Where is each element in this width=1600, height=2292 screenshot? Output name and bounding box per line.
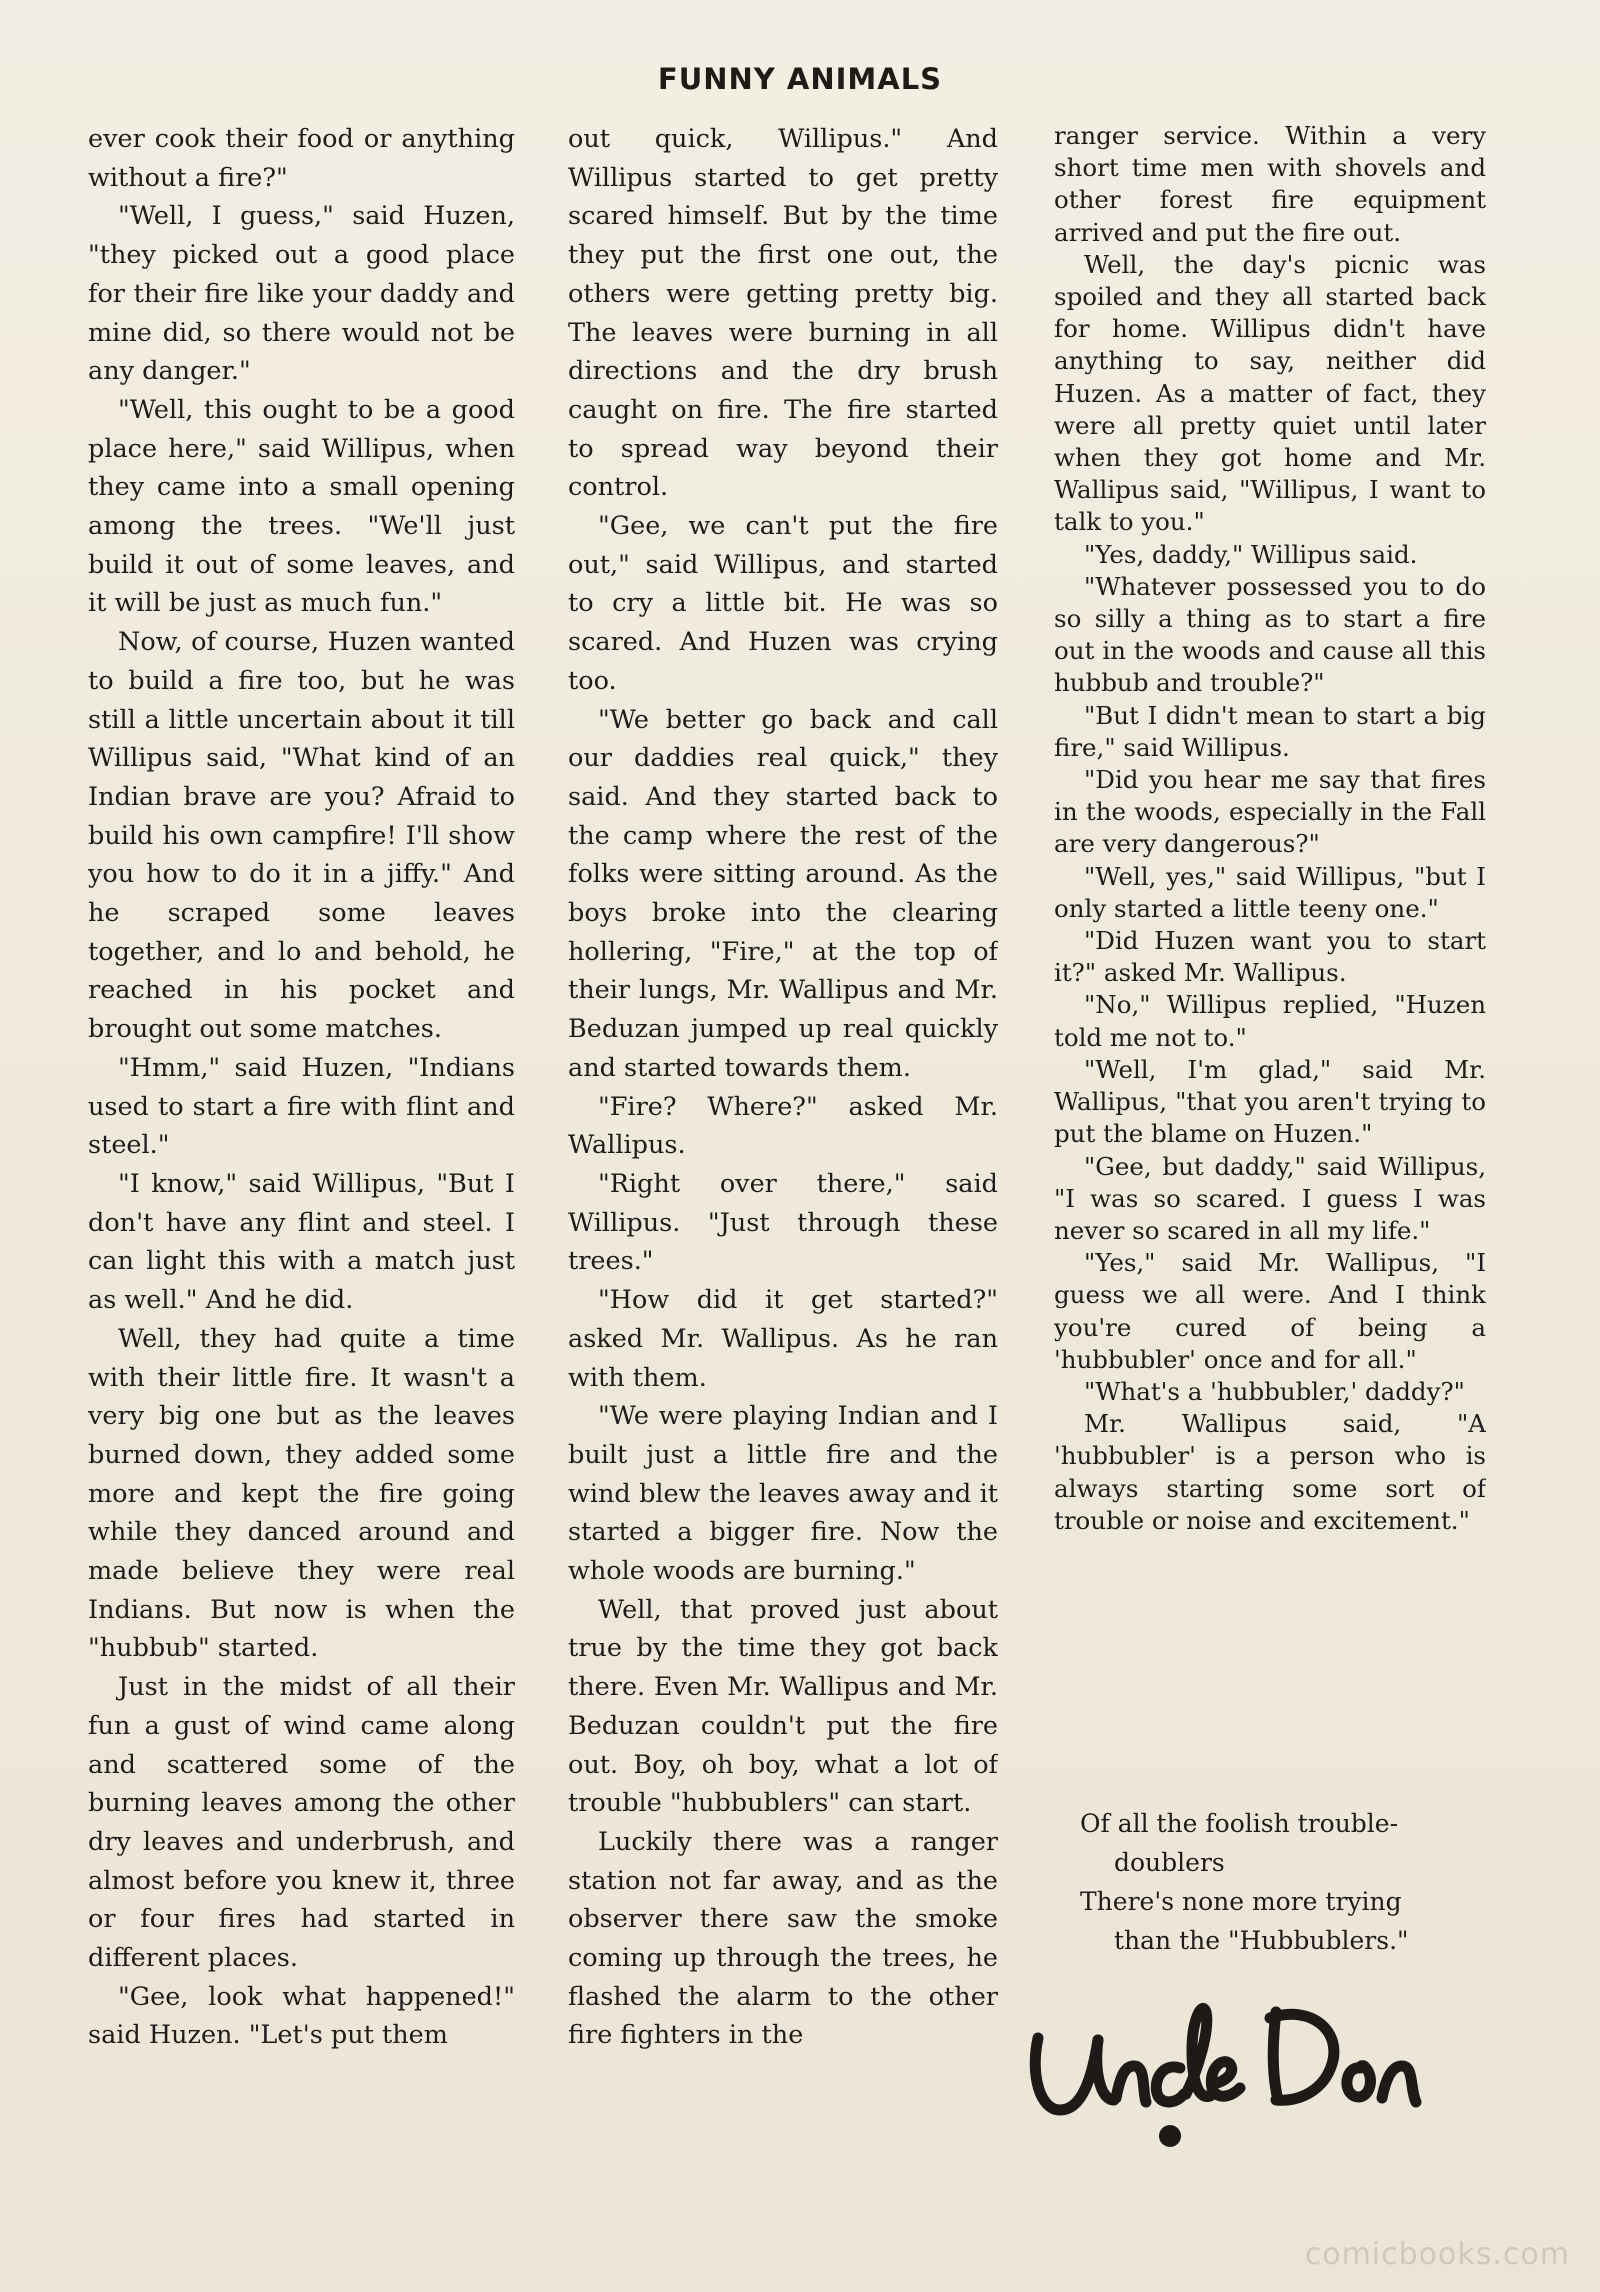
paragraph: Mr. Wallipus said, "A 'hubbubler' is a person who is always starting some sort of trouble or noise and excitement.": [1054, 1409, 1486, 1535]
watermark-text: comicbooks.com: [1304, 2237, 1570, 2272]
paragraph: Well, they had quite a time with their little fire. It wasn't a very big one but as the leaves burned down, they added some more and kept the fire going while they danced around and made believe they were real Indians. But now is when the "hubbub" started.: [88, 1323, 515, 1664]
paragraph: "Whatever possessed you to do so silly a thing as to start a fire out in the woods and cause all this hubbub and trouble?": [1054, 571, 1486, 698]
page-header-title: FUNNY ANIMALS: [657, 62, 943, 96]
paragraph: "Well, this ought to be a good place here," said Willipus, when they came into a small opening among the trees. "We'll just build it out of some leaves, and it will be just as much fun.": [88, 394, 515, 619]
paragraph: Well, that proved just about true by the time they got back there. Even Mr. Wallipus and Mr. Beduzan couldn't put the fire out. Boy, oh boy, what a lot of trouble "hubbublers" can start.: [568, 1594, 998, 1819]
paragraph: "Right over there," said Willipus. "Just through these trees.": [568, 1168, 998, 1277]
closing-verse: [1080, 1804, 1500, 1960]
paragraph: "Well, yes," said Willipus, "but I only started a little teeny one.": [1054, 861, 1486, 923]
paragraph: "No," Willipus replied, "Huzen told me not to.": [1054, 990, 1486, 1052]
paragraph: Just in the midst of all their fun a gust of wind came along and scattered some of the burning leaves among the other dry leaves and underbrush, and almost before you knew it, three or four fires had started in different places.: [88, 1672, 515, 1974]
paragraph: "Did you hear me say that fires in the woods, especially in the Fall are very dangerous?": [1054, 765, 1486, 859]
paragraph: "What's a 'hubbubler,' daddy?": [1084, 1376, 1465, 1406]
paragraph: "Yes," said Mr. Wallipus, "I guess we all were. And I think you're cured of being a 'hubbubler' once and for all.": [1054, 1248, 1486, 1374]
paragraph: "Gee, we can't put the fire out," said Willipus, and started to cry a little bit. He was so scared. And Huzen was crying too.: [568, 511, 998, 696]
paragraph: "Fire? Where?" asked Mr. Wallipus.: [568, 1091, 998, 1161]
paragraph: "We were playing Indian and I built just a little fire and the wind blew the leaves away and it started a bigger fire. Now the whole woods are burning.": [568, 1401, 998, 1587]
paragraph: Now, of course, Huzen wanted to build a fire too, but he was still a little uncertain about it till Willipus said, "What kind of an Indian brave are you? Afraid to build his own campfire! I'll show you how to do it in a jiffy." And he scraped some leaves together, and lo and behold, he reached in his pocket and brought out some matches.: [88, 627, 515, 1045]
text-column-1: [88, 120, 515, 2190]
paragraph: "Yes, daddy," Willipus said.: [1084, 539, 1418, 569]
paragraph: "How did it get started?" asked Mr. Wallipus. As he ran with them.: [568, 1285, 998, 1393]
paragraph: "Gee, but daddy," said Willipus, "I was so scared. I guess I was never so scared in all my life.": [1054, 1151, 1486, 1245]
paragraph: "I know," said Willipus, "But I don't have any flint and steel. I can light this with a match just as well." And he did.: [88, 1168, 515, 1316]
paragraph: "Gee, look what happened!" said Huzen. "Let's put them: [88, 1981, 515, 2051]
paragraph: Luckily there was a ranger station not far away, and as the observer there saw the smoke coming up through the trees, he flashed the alarm to the other fire fighters in the: [568, 1826, 998, 2051]
paragraph: "But I didn't mean to start a big fire," said Willipus.: [1054, 700, 1486, 762]
text-column-2: [568, 120, 998, 2190]
verse-line: Of all the foolish trouble-: [1080, 1809, 1399, 1838]
paragraph: ranger service. Within a very short time men with shovels and other forest fire equipment arrived and put the fire out.: [1054, 121, 1486, 247]
verse-line: There's none more trying: [1080, 1887, 1402, 1916]
paragraph: "Well, I guess," said Huzen, "they picked out a good place for their fire like your daddy and mine did, so there would not be any danger.": [88, 201, 515, 387]
paragraph: "Did Huzen want you to start it?" asked Mr. Wallipus.: [1054, 926, 1486, 988]
paragraph: "Hmm," said Huzen, "Indians used to start a fire with flint and steel.": [88, 1052, 515, 1161]
paragraph: "We better go back and call our daddies real quick," they said. And they started back to the camp where the rest of the folks were sitting around. As the boys broke into the clearing hollering, "Fire," at the top of their lungs, Mr. Wallipus and Mr. Beduzan jumped up real quickly and started towards them.: [568, 704, 998, 1083]
verse-line: doublers: [1114, 1848, 1225, 1877]
handwritten-signature: [1020, 1960, 1460, 2160]
paragraph: "Well, I'm glad," said Mr. Wallipus, "that you aren't trying to put the blame on Huzen.": [1054, 1054, 1486, 1149]
paragraph: Well, the day's picnic was spoiled and they all started back for home. Willipus didn't have anything to say, neither did Huzen. As a matter of fact, they were all pretty quiet until later when they got home and Mr. Wallipus said, "Willipus, I want to talk to you.": [1054, 249, 1486, 537]
verse-line: than the "Hubbublers.": [1114, 1926, 1409, 1955]
paragraph: out quick, Willipus." And Willipus started to get pretty scared himself. But by the time they put the first one out, the others were getting pretty big. The leaves were burning in all directions and the dry brush caught on fire. The fire started to spread way beyond their control.: [568, 124, 998, 503]
paragraph: ever cook their food or anything without a fire?": [88, 124, 515, 193]
